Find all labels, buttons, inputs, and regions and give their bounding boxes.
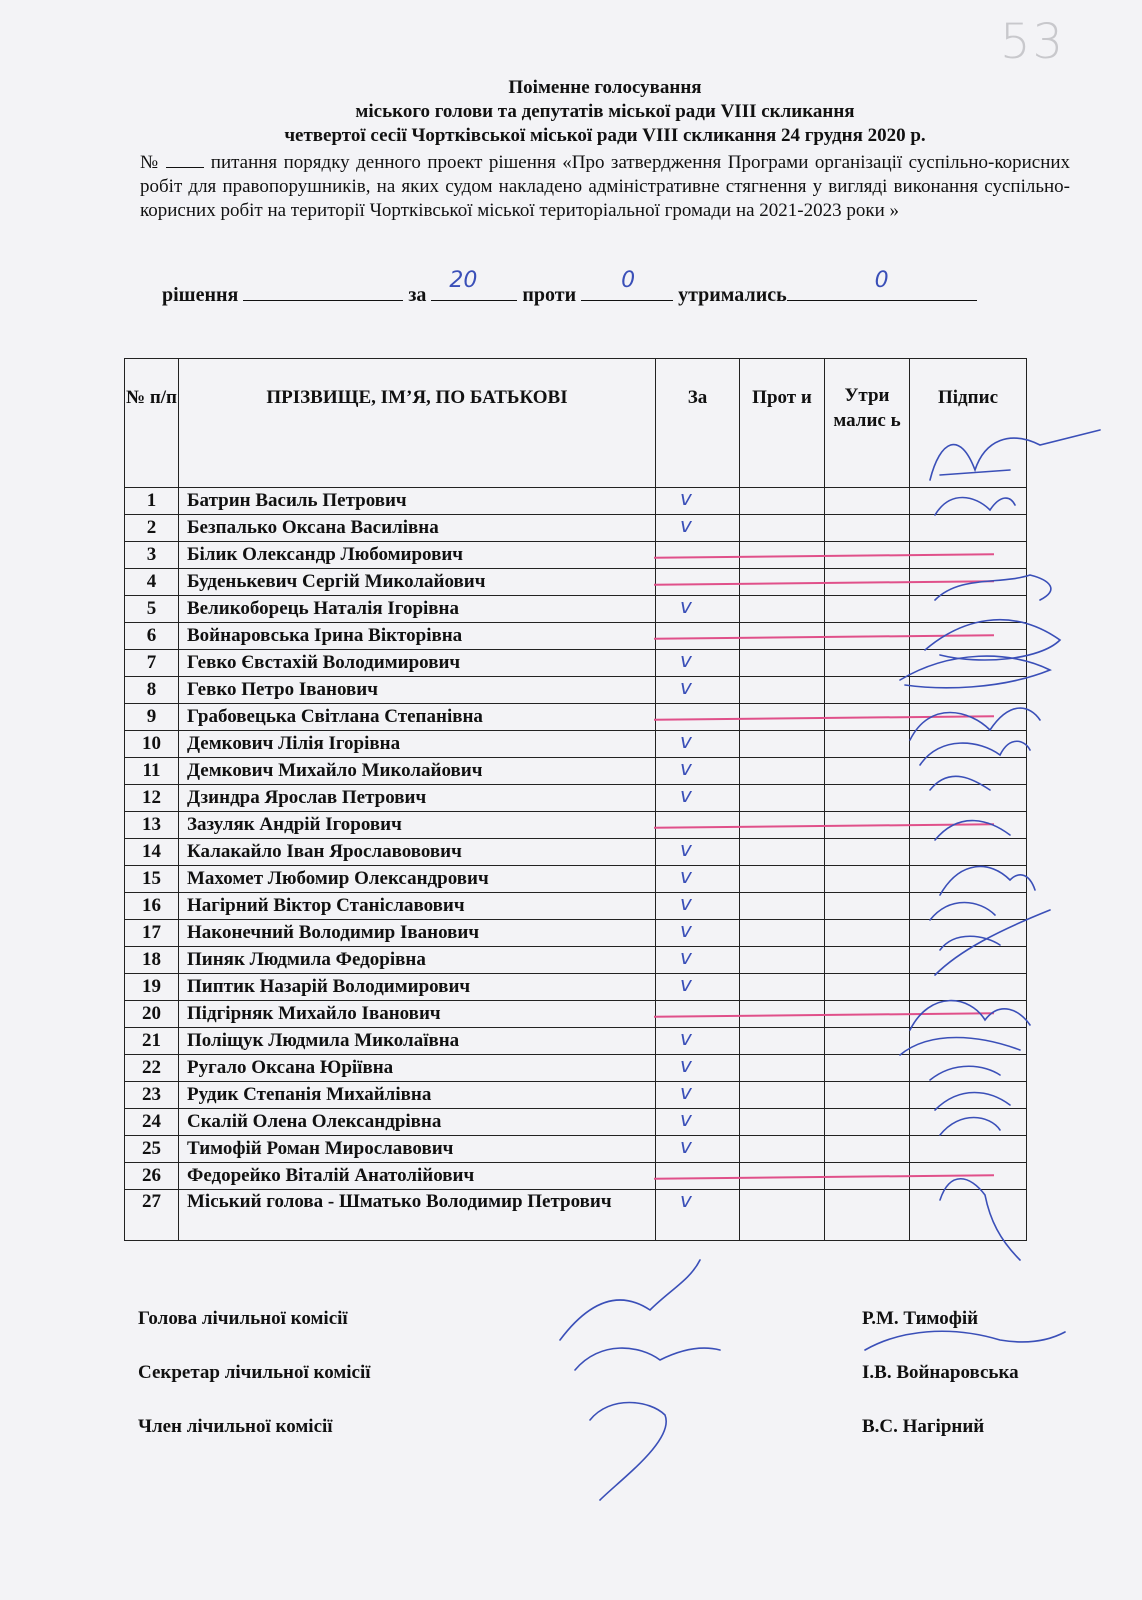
member-name: Зазуляк Андрій Ігорович bbox=[179, 812, 656, 839]
vote-for-cell bbox=[656, 1028, 740, 1055]
table-row bbox=[125, 1190, 1027, 1241]
member-label: Член лічильної комісії bbox=[138, 1416, 333, 1437]
vote-against-cell bbox=[740, 731, 825, 758]
vote-abstain-cell bbox=[825, 677, 910, 704]
table-row bbox=[125, 1082, 1027, 1109]
member-name: Пиняк Людмила Федорівна bbox=[179, 947, 656, 974]
table-row bbox=[125, 596, 1027, 623]
member-name: Великоборець Наталія Ігорівна bbox=[179, 596, 656, 623]
check-mark: v bbox=[680, 891, 692, 915]
vote-abstain-cell bbox=[825, 947, 910, 974]
header-name: ПРІЗВИЩЕ, ІМ’Я, ПО БАТЬКОВІ bbox=[179, 359, 656, 488]
check-mark: v bbox=[680, 486, 692, 510]
signature-cell bbox=[910, 758, 1027, 785]
row-number: 7 bbox=[125, 650, 179, 677]
header-against: Прот и bbox=[740, 359, 825, 488]
row-number: 6 bbox=[125, 623, 179, 650]
member-name: Міський голова - Шматько Володимир Петрович bbox=[179, 1190, 656, 1241]
table-row bbox=[125, 650, 1027, 677]
check-mark: v bbox=[680, 783, 692, 807]
chair-name: Р.М. Тимофій bbox=[862, 1308, 979, 1329]
signature-cell bbox=[910, 1028, 1027, 1055]
check-mark: v bbox=[680, 1107, 692, 1131]
check-mark: v bbox=[680, 675, 692, 699]
vote-for-cell bbox=[656, 596, 740, 623]
check-mark: v bbox=[680, 1080, 692, 1104]
vote-for-cell bbox=[656, 839, 740, 866]
vote-for-cell bbox=[656, 893, 740, 920]
member-name: Гевко Євстахій Володимирович bbox=[179, 650, 656, 677]
member-name: Буденькевич Сергій Миколайович bbox=[179, 569, 656, 596]
signature-cell bbox=[910, 1190, 1027, 1241]
vote-for-cell bbox=[656, 974, 740, 1001]
header-signature: Підпис bbox=[910, 359, 1027, 488]
row-number: 5 bbox=[125, 596, 179, 623]
agenda-item bbox=[140, 150, 1070, 223]
vote-for-cell bbox=[656, 542, 740, 569]
member-name: Войнаровська Ірина Вікторівна bbox=[179, 623, 656, 650]
table-header-row bbox=[125, 359, 1027, 488]
secretary-name: І.В. Войнаровська bbox=[862, 1362, 1019, 1383]
row-number: 16 bbox=[125, 893, 179, 920]
signature-cell bbox=[910, 677, 1027, 704]
vote-against-cell bbox=[740, 1055, 825, 1082]
table-row bbox=[125, 866, 1027, 893]
check-mark: v bbox=[680, 648, 692, 672]
vote-abstain-cell bbox=[825, 1082, 910, 1109]
table-row bbox=[125, 947, 1027, 974]
vote-abstain-cell bbox=[825, 866, 910, 893]
against-count-field bbox=[581, 268, 673, 301]
signature-cell bbox=[910, 515, 1027, 542]
member-name: Нагірний Віктор Станіславович bbox=[179, 893, 656, 920]
check-mark: v bbox=[680, 1026, 692, 1050]
signature-cell bbox=[910, 1055, 1027, 1082]
row-number: 11 bbox=[125, 758, 179, 785]
signature-cell bbox=[910, 785, 1027, 812]
member-name: Наконечний Володимир Іванович bbox=[179, 920, 656, 947]
member-name: Скалій Олена Олександрівна bbox=[179, 1109, 656, 1136]
page-number: 53 bbox=[1000, 14, 1066, 70]
signature-cell bbox=[910, 947, 1027, 974]
vote-abstain-cell bbox=[825, 731, 910, 758]
signature-cell bbox=[910, 893, 1027, 920]
vote-against-cell bbox=[740, 1136, 825, 1163]
vote-abstain-cell bbox=[825, 1136, 910, 1163]
header-abstain: Утри малис ь bbox=[825, 359, 910, 488]
commission-signature-member bbox=[590, 1403, 666, 1501]
table-row bbox=[125, 569, 1027, 596]
table-row bbox=[125, 839, 1027, 866]
row-number: 20 bbox=[125, 1001, 179, 1028]
abstain-count-field bbox=[787, 268, 977, 301]
vote-against-cell bbox=[740, 920, 825, 947]
against-label: проти bbox=[522, 284, 577, 306]
table-row bbox=[125, 1163, 1027, 1190]
row-number: 1 bbox=[125, 488, 179, 515]
table-row bbox=[125, 758, 1027, 785]
check-mark: v bbox=[680, 1134, 692, 1158]
signature-cell bbox=[910, 1109, 1027, 1136]
row-number: 2 bbox=[125, 515, 179, 542]
check-mark: v bbox=[680, 972, 692, 996]
vote-for-cell bbox=[656, 1190, 740, 1241]
signature-cell bbox=[910, 731, 1027, 758]
commission-signature-2 bbox=[865, 1331, 1065, 1350]
check-mark: v bbox=[680, 837, 692, 861]
table-row bbox=[125, 1136, 1027, 1163]
table-row bbox=[125, 785, 1027, 812]
member-name: Грабовецька Світлана Степанівна bbox=[179, 704, 656, 731]
member-name: Калакайло Іван Ярославовович bbox=[179, 839, 656, 866]
agenda-number-blank bbox=[166, 150, 204, 168]
table-row bbox=[125, 920, 1027, 947]
table-row bbox=[125, 488, 1027, 515]
member-name: Федорейко Віталій Анатолійович bbox=[179, 1163, 656, 1190]
check-mark: v bbox=[680, 1188, 692, 1212]
vote-against-cell bbox=[740, 1082, 825, 1109]
vote-against-cell bbox=[740, 596, 825, 623]
vote-for-cell bbox=[656, 704, 740, 731]
vote-for-cell bbox=[656, 623, 740, 650]
vote-abstain-cell bbox=[825, 650, 910, 677]
row-number: 21 bbox=[125, 1028, 179, 1055]
vote-for-cell bbox=[656, 488, 740, 515]
vote-abstain-cell bbox=[825, 1109, 910, 1136]
title-line-2: міського голови та депутатів міської ради VIII скликання bbox=[355, 101, 855, 122]
row-number: 13 bbox=[125, 812, 179, 839]
row-number: 27 bbox=[125, 1190, 179, 1241]
member-name: Пиптик Назарій Володимирович bbox=[179, 974, 656, 1001]
for-count: 20 bbox=[449, 268, 478, 293]
row-number: 26 bbox=[125, 1163, 179, 1190]
member-name: Поліщук Людмила Миколаївна bbox=[179, 1028, 656, 1055]
vote-for-cell bbox=[656, 785, 740, 812]
row-number: 4 bbox=[125, 569, 179, 596]
against-count: 0 bbox=[621, 268, 636, 293]
for-count-field bbox=[431, 268, 517, 301]
vote-abstain-cell bbox=[825, 839, 910, 866]
check-mark: v bbox=[680, 513, 692, 537]
row-number: 17 bbox=[125, 920, 179, 947]
row-number: 3 bbox=[125, 542, 179, 569]
member-name: Демкович Михайло Миколайович bbox=[179, 758, 656, 785]
vote-for-cell bbox=[656, 866, 740, 893]
row-number: 24 bbox=[125, 1109, 179, 1136]
signature-cell bbox=[910, 488, 1027, 515]
vote-against-cell bbox=[740, 785, 825, 812]
chair-label: Голова лічильної комісії bbox=[138, 1308, 348, 1329]
vote-abstain-cell bbox=[825, 488, 910, 515]
vote-for-cell bbox=[656, 758, 740, 785]
row-number: 15 bbox=[125, 866, 179, 893]
row-number: 18 bbox=[125, 947, 179, 974]
vote-abstain-cell bbox=[825, 1028, 910, 1055]
check-mark: v bbox=[680, 864, 692, 888]
table-row bbox=[125, 542, 1027, 569]
table-row bbox=[125, 704, 1027, 731]
member-name: Батрин Василь Петрович bbox=[179, 488, 656, 515]
vote-abstain-cell bbox=[825, 785, 910, 812]
vote-for-cell bbox=[656, 812, 740, 839]
vote-against-cell bbox=[740, 947, 825, 974]
vote-table bbox=[124, 358, 1027, 1241]
table-row bbox=[125, 812, 1027, 839]
vote-for-cell bbox=[656, 731, 740, 758]
member-name: Махомет Любомир Олександрович bbox=[179, 866, 656, 893]
table-row bbox=[125, 623, 1027, 650]
signature-cell bbox=[910, 596, 1027, 623]
row-number: 8 bbox=[125, 677, 179, 704]
vote-against-cell bbox=[740, 677, 825, 704]
member-name: Дзиндра Ярослав Петрович bbox=[179, 785, 656, 812]
member-name: Демкович Лілія Ігорівна bbox=[179, 731, 656, 758]
check-mark: v bbox=[680, 594, 692, 618]
vote-for-cell bbox=[656, 1082, 740, 1109]
document-title bbox=[140, 76, 1070, 148]
vote-for-cell bbox=[656, 515, 740, 542]
vote-against-cell bbox=[740, 893, 825, 920]
check-mark: v bbox=[680, 918, 692, 942]
table-row bbox=[125, 974, 1027, 1001]
signature-cell bbox=[910, 650, 1027, 677]
vote-abstain-cell bbox=[825, 596, 910, 623]
title-line-1: Поіменне голосування bbox=[508, 77, 702, 98]
vote-for-cell bbox=[656, 1109, 740, 1136]
signature-cell bbox=[910, 920, 1027, 947]
table-row bbox=[125, 515, 1027, 542]
check-mark: v bbox=[680, 945, 692, 969]
decision-line bbox=[162, 268, 1062, 307]
table-row bbox=[125, 1028, 1027, 1055]
vote-abstain-cell bbox=[825, 893, 910, 920]
row-number: 12 bbox=[125, 785, 179, 812]
row-number: 25 bbox=[125, 1136, 179, 1163]
agenda-text: питання порядку денного проект рішення «Про затвердження Програми організації суспільно-корисних робіт для правопорушників, на яких судом накладено адміністративне стягнення у вигляді виконання суспільно-корисних робіт на території Чортківської міської територіальної громади на 2021-2023 роки » bbox=[140, 152, 1071, 221]
member-name: Рудик Степанія Михайлівна bbox=[179, 1082, 656, 1109]
member-name: Тимофій Роман Мирославович bbox=[179, 1136, 656, 1163]
table-row bbox=[125, 1055, 1027, 1082]
signature-cell bbox=[910, 866, 1027, 893]
row-number: 10 bbox=[125, 731, 179, 758]
signature-cell bbox=[910, 1082, 1027, 1109]
vote-abstain-cell bbox=[825, 758, 910, 785]
check-mark: v bbox=[680, 756, 692, 780]
vote-against-cell bbox=[740, 1190, 825, 1241]
check-mark: v bbox=[680, 1053, 692, 1077]
vote-for-cell bbox=[656, 1001, 740, 1028]
member-name: Ругало Оксана Юріївна bbox=[179, 1055, 656, 1082]
row-number: 9 bbox=[125, 704, 179, 731]
vote-abstain-cell bbox=[825, 1190, 910, 1241]
row-number: 22 bbox=[125, 1055, 179, 1082]
vote-for-cell bbox=[656, 1136, 740, 1163]
vote-for-cell bbox=[656, 920, 740, 947]
signature-cell bbox=[910, 1136, 1027, 1163]
vote-against-cell bbox=[740, 488, 825, 515]
decision-label: рішення bbox=[162, 284, 239, 306]
vote-for-cell bbox=[656, 1163, 740, 1190]
check-mark: v bbox=[680, 729, 692, 753]
table-row bbox=[125, 731, 1027, 758]
header-num: № п/п bbox=[125, 359, 179, 488]
vote-for-cell bbox=[656, 1055, 740, 1082]
vote-for-cell bbox=[656, 947, 740, 974]
vote-against-cell bbox=[740, 650, 825, 677]
vote-against-cell bbox=[740, 974, 825, 1001]
vote-against-cell bbox=[740, 515, 825, 542]
title-line-3: четвертої сесії Чортківської міської ради VIII скликання 24 грудня 2020 р. bbox=[284, 125, 926, 146]
table-row bbox=[125, 1001, 1027, 1028]
signature-cell bbox=[910, 974, 1027, 1001]
member-name: Безпалько Оксана Василівна bbox=[179, 515, 656, 542]
row-number: 14 bbox=[125, 839, 179, 866]
table-row bbox=[125, 677, 1027, 704]
signature-cell bbox=[910, 839, 1027, 866]
agenda-number-prefix: № bbox=[140, 152, 160, 173]
vote-abstain-cell bbox=[825, 974, 910, 1001]
vote-abstain-cell bbox=[825, 920, 910, 947]
vote-against-cell bbox=[740, 1028, 825, 1055]
member-name: Підгірняк Михайло Іванович bbox=[179, 1001, 656, 1028]
abstain-count: 0 bbox=[874, 268, 889, 293]
decision-blank bbox=[243, 280, 403, 301]
member-name: Білик Олександр Любомирович bbox=[179, 542, 656, 569]
table-row bbox=[125, 893, 1027, 920]
member-name: В.С. Нагірний bbox=[862, 1416, 985, 1437]
secretary-label: Секретар лічильної комісії bbox=[138, 1362, 371, 1383]
header-for: За bbox=[656, 359, 740, 488]
member-name: Гевко Петро Іванович bbox=[179, 677, 656, 704]
vote-for-cell bbox=[656, 569, 740, 596]
row-number: 23 bbox=[125, 1082, 179, 1109]
vote-against-cell bbox=[740, 758, 825, 785]
vote-against-cell bbox=[740, 866, 825, 893]
row-number: 19 bbox=[125, 974, 179, 1001]
vote-against-cell bbox=[740, 1109, 825, 1136]
commission-signature-secretary bbox=[575, 1348, 720, 1370]
commission-signature-chair bbox=[560, 1260, 700, 1340]
for-label: за bbox=[408, 284, 427, 306]
vote-for-cell bbox=[656, 677, 740, 704]
vote-abstain-cell bbox=[825, 1055, 910, 1082]
vote-against-cell bbox=[740, 839, 825, 866]
abstain-label: утримались bbox=[678, 284, 787, 306]
table-row bbox=[125, 1109, 1027, 1136]
vote-for-cell bbox=[656, 650, 740, 677]
vote-abstain-cell bbox=[825, 515, 910, 542]
